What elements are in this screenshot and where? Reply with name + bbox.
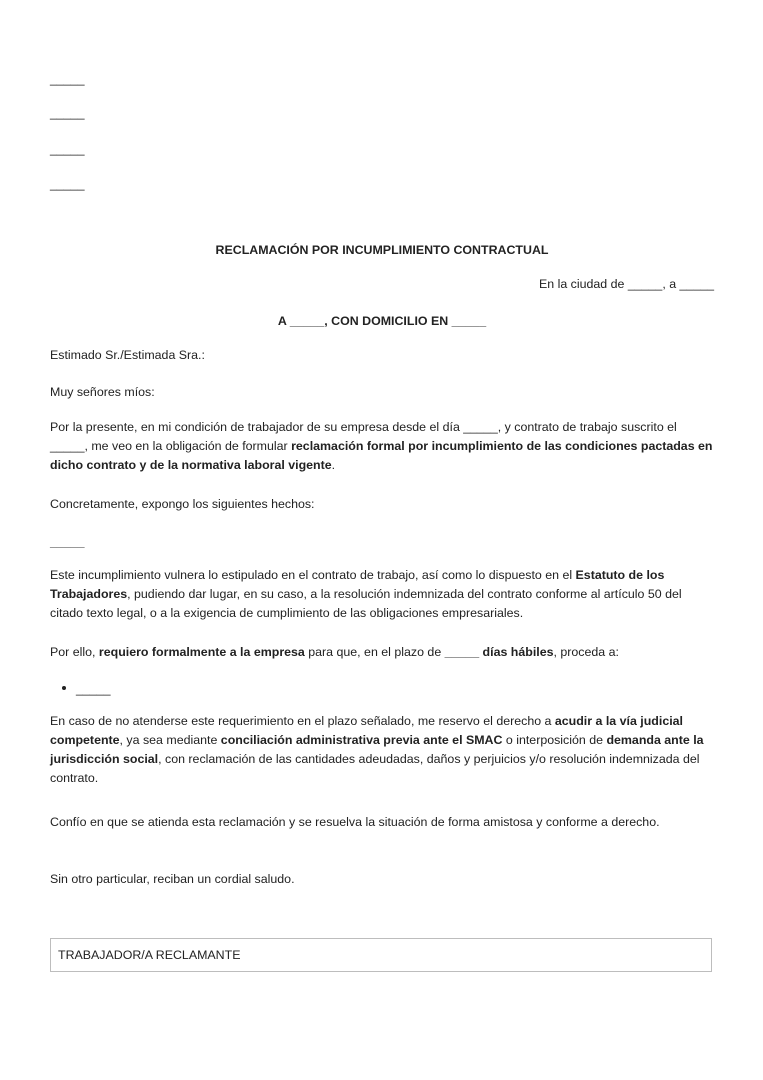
document-title: RECLAMACIÓN POR INCUMPLIMIENTO CONTRACTUAL (215, 243, 549, 257)
signature-label: TRABAJADOR/A RECLAMANTE (58, 948, 241, 962)
violation-paragraph: Este incumplimiento vulnera lo estipulado en el contrato de trabajo, así como lo dispuesto en el Estatuto de los Trabajadores, pudiendo dar lugar, en su caso, a la resolución indemnizada del contrato conforme al artículo 50 del citado texto legal, o a la exigencia de cumplimiento de las obligaciones empresariales. (50, 568, 682, 620)
intro-paragraph: Por la presente, en mi condición de trabajador de su empresa desde el día _____, y contrato de trabajo suscrito el _____, me veo en la obligación de formular reclamación formal por incumplimiento de las condiciones pactadas en dicho contrato y de la normativa laboral vigente. (50, 420, 713, 472)
addressee: A _____, CON DOMICILIO EN _____ (277, 314, 487, 328)
signature-box (50, 938, 712, 972)
salutation: Muy señores míos: (50, 385, 155, 399)
facts-blank: _____ (50, 535, 85, 549)
demand-paragraph: Por ello, requiero formalmente a la empresa para que, en el plazo de _____ días hábiles, proceda a: (50, 645, 619, 659)
sender-line-1: _____ (50, 72, 85, 86)
demand-item-text: _____ (76, 682, 111, 696)
facts-intro: Concretamente, expongo los siguientes hechos: (50, 497, 315, 511)
sender-line-4: _____ (50, 177, 85, 191)
sender-line-3: _____ (50, 142, 85, 156)
place-date: En la ciudad de _____, a _____ (539, 277, 714, 291)
closing-line: Sin otro particular, reciban un cordial saludo. (50, 872, 295, 886)
sender-line-2: _____ (50, 106, 85, 120)
bullet-icon (62, 686, 66, 690)
trust-paragraph: Confío en que se atienda esta reclamación y se resuelva la situación de forma amistosa y conforme a derecho. (50, 815, 660, 829)
warning-paragraph: En caso de no atenderse este requerimiento en el plazo señalado, me reservo el derecho a acudir a la vía judicial competente, ya sea mediante conciliación administrativa previa ante el SMAC o interposición de demanda ante la jurisdicción social, con reclamación de las cantidades adeudadas, daños y perjuicios y/o resolución indemnizada del contrato. (50, 714, 704, 785)
greeting: Estimado Sr./Estimada Sra.: (50, 348, 205, 362)
demand-list-item (62, 682, 110, 696)
